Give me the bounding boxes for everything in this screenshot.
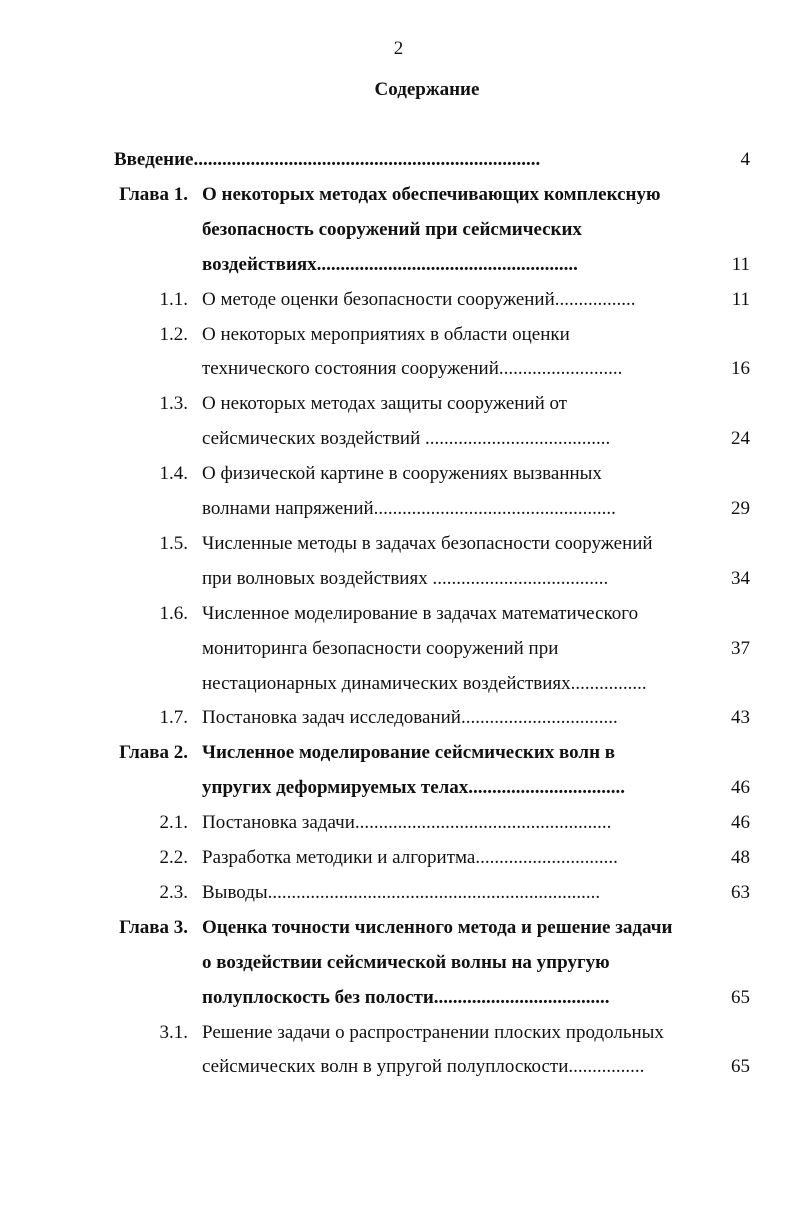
toc-entry-text: Решение задачи о распространении плоских продольных (202, 1021, 664, 1043)
toc-entry-text: Введение......................................................................... (114, 149, 541, 170)
toc-entry-number: 1.4. (159, 463, 188, 485)
toc-entry-page: 48 (731, 847, 750, 868)
toc-entry-text: при волновых воздействиях ..................................... (202, 567, 609, 589)
toc-entry-page: 65 (731, 986, 750, 1008)
toc-entry-text: Разработка методики и алгоритма.............................. (202, 847, 618, 868)
toc-entry-number: 1.7. (159, 707, 188, 729)
toc-entry-text: технического состояния сооружений.......................... (202, 358, 623, 380)
toc-entry-text: Постановка задач исследований................................. (202, 707, 618, 729)
toc-entry-text: О некоторых методах обеспечивающих комплексную (202, 183, 661, 205)
toc-entry-text: нестационарных динамических воздействиях................ (202, 672, 647, 694)
toc-entry-number: 1.3. (159, 393, 188, 415)
toc-entry-page: 65 (731, 1056, 750, 1078)
toc-entry-number: Глава 2. (119, 742, 188, 764)
toc-entry-page: 11 (731, 288, 750, 310)
toc-entry-text: Оценка точности численного метода и решение задачи (202, 916, 672, 938)
toc-entry-text: Выводы...................................................................... (202, 881, 601, 903)
toc-entry-text: безопасность сооружений при сейсмических (202, 218, 582, 240)
page-number: 2 (393, 38, 404, 59)
toc-entry-number: 2.2. (159, 847, 188, 868)
toc-entry-number: 1.6. (159, 602, 188, 624)
toc-entry-text: О некоторых методах защиты сооружений от (202, 393, 568, 415)
toc-entry-number: 1.2. (159, 323, 188, 345)
toc-entry-page: 16 (731, 358, 750, 380)
toc-entry-page: 24 (731, 428, 750, 450)
toc-entry-text: О некоторых мероприятиях в области оценки (202, 323, 570, 345)
toc-entry-text: Численные методы в задачах безопасности сооружений (202, 532, 653, 554)
toc-entry-text: сейсмических волн в упругой полуплоскости................ (202, 1056, 645, 1078)
toc-entry-number: 2.1. (159, 812, 188, 834)
toc-entry-number: 1.5. (159, 532, 188, 554)
toc-entry-number: 1.1. (159, 288, 188, 310)
toc-entry-text: воздействиях....................................................... (202, 253, 578, 275)
toc-entry-text: О методе оценки безопасности сооружений................. (202, 288, 636, 310)
toc-entry-text: Численное моделирование сейсмических волн в (202, 742, 616, 764)
toc-entry-number: 2.3. (159, 881, 188, 903)
toc-entry-page: 4 (740, 149, 750, 170)
toc-entry-page: 34 (731, 567, 750, 589)
toc-entry-page: 29 (731, 498, 750, 519)
toc-entry-page: 43 (731, 707, 750, 729)
toc-entry-text: сейсмических воздействий ....................................... (202, 428, 611, 450)
toc-entry-text: Численное моделирование в задачах математического (202, 602, 639, 624)
page-title: Содержание (374, 79, 480, 100)
toc-entry-text: упругих деформируемых телах................................. (202, 777, 626, 799)
toc-entry-number: Глава 3. (119, 916, 188, 938)
toc-entry-page: 46 (731, 812, 750, 834)
toc-entry-text: о воздействии сейсмической волны на упругую (202, 951, 610, 973)
toc-entry-text: волнами напряжений................................................... (202, 498, 616, 519)
toc-entry-text: О физической картине в сооружениях вызванных (202, 463, 602, 485)
toc-entry-text: мониторинга безопасности сооружений при (202, 637, 559, 659)
toc-entry-text: Постановка задачи...................................................... (202, 812, 612, 834)
toc-entry-page: 46 (731, 777, 750, 799)
toc-entry-page: 37 (731, 637, 750, 659)
toc-entry-page: 63 (731, 881, 750, 903)
toc-entry-page: 11 (731, 253, 750, 275)
toc-entry-text: полуплоскость без полости..................................... (202, 986, 610, 1008)
toc-entry-number: 3.1. (159, 1021, 188, 1043)
toc-entry-number: Глава 1. (119, 183, 188, 205)
